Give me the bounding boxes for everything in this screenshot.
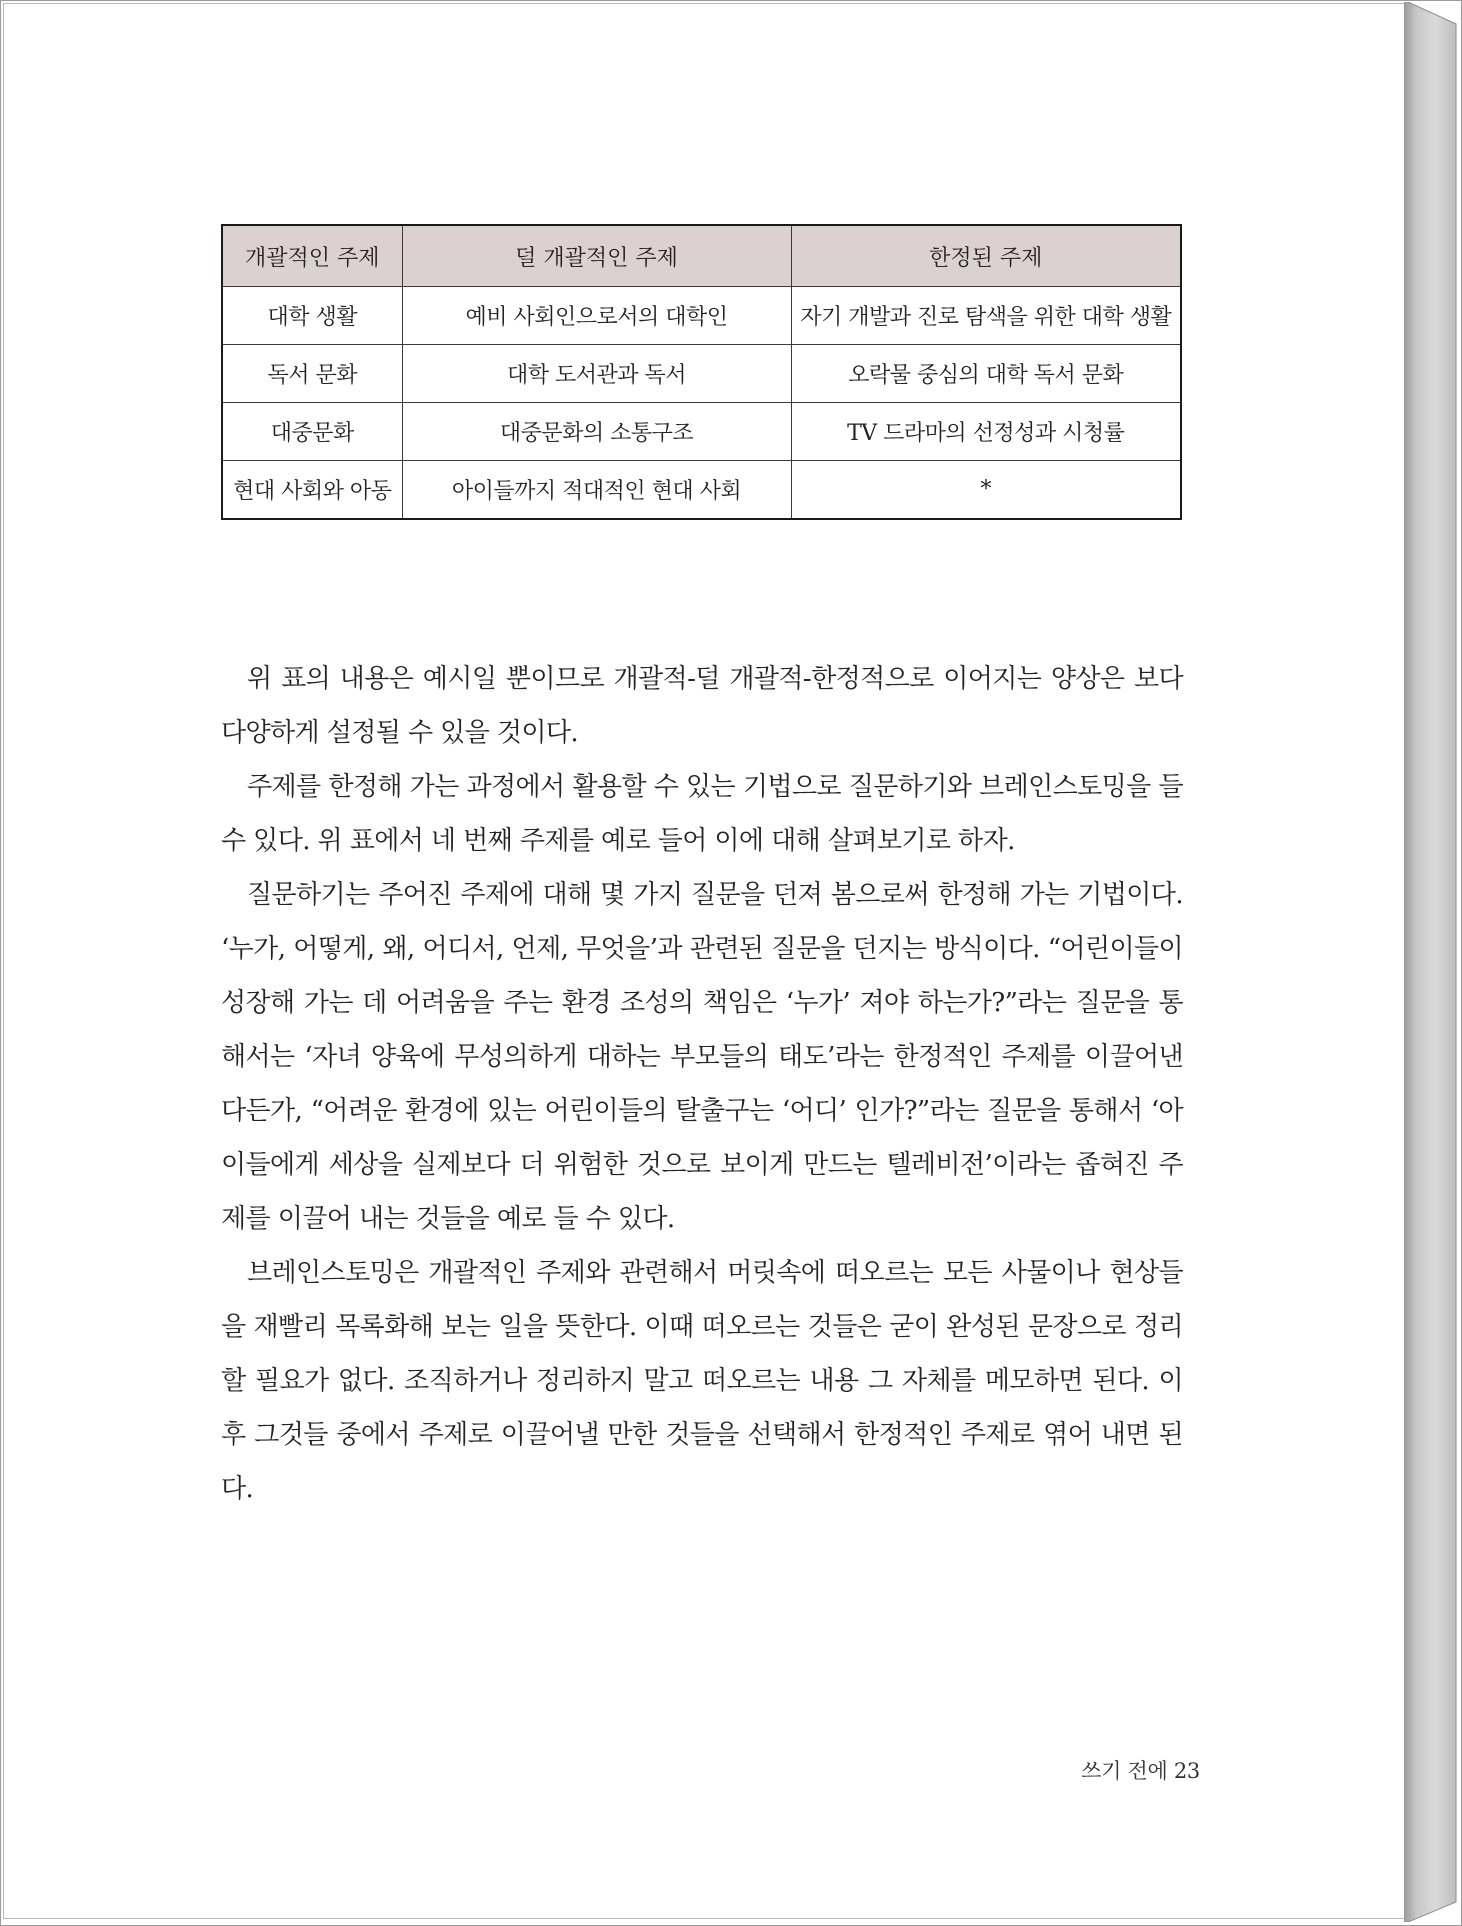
table-cell: TV 드라마의 선정성과 시청률 xyxy=(791,403,1181,461)
table-cell: 대학 도서관과 독서 xyxy=(402,345,791,403)
header-less-general-topic: 덜 개괄적인 주제 xyxy=(402,225,791,287)
table-cell: * xyxy=(791,461,1181,520)
page-edge-graphic xyxy=(1404,2,1458,1922)
table-row xyxy=(222,345,1181,403)
page-edge-stack xyxy=(1404,2,1458,1922)
table-cell: 오락물 중심의 대학 독서 문화 xyxy=(791,345,1181,403)
page-number: 23 xyxy=(1173,1759,1200,1783)
table-header-row xyxy=(222,225,1181,287)
table-row xyxy=(222,287,1181,345)
table-cell: 독서 문화 xyxy=(222,345,402,403)
table-cell: 아이들까지 적대적인 현대 사회 xyxy=(402,461,791,520)
header-general-topic: 개괄적인 주제 xyxy=(222,225,402,287)
table-cell: 대중문화의 소통구조 xyxy=(402,403,791,461)
table-cell: 예비 사회인으로서의 대학인 xyxy=(402,287,791,345)
paragraph-brainstorming: 브레인스토밍은 개괄적인 주제와 관련해서 머릿속에 떠오르는 모든 사물이나 현상들을 재빨리 목록화해 보는 일을 뜻한다. 이때 떠오르는 것들은 굳이 완성된 문장으로 정리할 필요가 없다. 조직하거나 정리하지 말고 떠오르는 내용 그 자체를 메모하면 된다. 이후 그것들 중에서 주제로 이끌어낼 만한 것들을 선택해서 한정적인 주제로 엮어 내면 된다. xyxy=(221,1258,1183,1504)
paragraph-questioning: 질문하기는 주어진 주제에 대해 몇 가지 질문을 던져 봄으로써 한정해 가는 기법이다. ‘누가, 어떻게, 왜, 어디서, 언제, 무엇을’과 관련된 질문을 던지는 방식이다. “어린이들이 성장해 가는 데 어려움을 주는 환경 조성의 책임은 ‘누가’ 져야 하는가?”라는 질문을 통해서는 ‘자녀 양육에 무성의하게 대하는 부모들의 태도’라는 한정적인 주제를 이끌어낸다든가, “어려운 환경에 있는 어린이들의 탈출구는 ‘어디’ 인가?”라는 질문을 통해서 ‘아이들에게 세상을 실제보다 더 위험한 것으로 보이게 만드는 텔레비전’이라는 좁혀진 주제를 이끌어 내는 것들을 예로 들 수 있다. xyxy=(221,880,1183,1234)
header-limited-topic: 한정된 주제 xyxy=(791,225,1181,287)
topic-table xyxy=(221,224,1182,520)
table-cell: 자기 개발과 진로 탐색을 위한 대학 생활 xyxy=(791,287,1181,345)
table-cell: 대학 생활 xyxy=(222,287,402,345)
body-text xyxy=(221,652,1183,1516)
paragraph-techniques: 주제를 한정해 가는 과정에서 활용할 수 있는 기법으로 질문하기와 브레인스토밍을 들 수 있다. 위 표에서 네 번째 주제를 예로 들어 이에 대해 살펴보기로 하자. xyxy=(221,772,1183,856)
table-cell: 현대 사회와 아동 xyxy=(222,461,402,520)
running-title: 쓰기 전에 xyxy=(1081,1759,1168,1783)
paragraph-intro: 위 표의 내용은 예시일 뿐이므로 개괄적-덜 개괄적-한정적으로 이어지는 양상은 보다 다양하게 설정될 수 있을 것이다. xyxy=(221,664,1183,748)
table-row xyxy=(222,461,1181,520)
table-row xyxy=(222,403,1181,461)
page-footer xyxy=(1040,1755,1200,1785)
table-cell: 대중문화 xyxy=(222,403,402,461)
